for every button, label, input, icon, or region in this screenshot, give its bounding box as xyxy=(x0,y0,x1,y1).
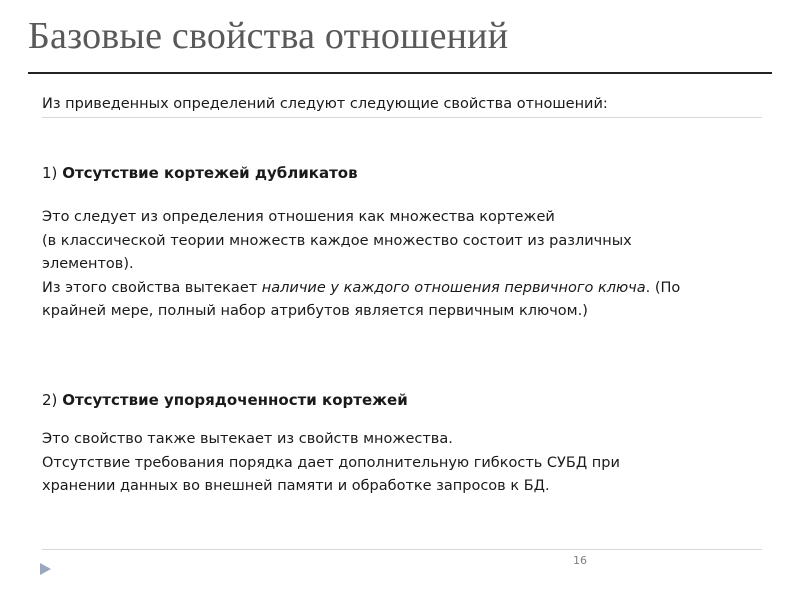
section-2-line: хранении данных во внешней памяти и обработке запросов к БД. xyxy=(42,478,550,494)
section-2-body xyxy=(42,428,760,499)
section-2-title: Отсутствие упорядоченности кортежей xyxy=(62,391,408,409)
intro-divider xyxy=(42,117,762,118)
section-1-number: 1) xyxy=(42,164,58,182)
page-number: 16 xyxy=(573,554,587,567)
section-2-heading xyxy=(42,390,408,410)
section-1-line xyxy=(42,277,760,301)
primary-key-emphasis: наличие у каждого отношения первичного ключа xyxy=(261,279,646,296)
primary-key-lead: Из этого свойства вытекает xyxy=(42,279,262,296)
section-1-line: элементов). xyxy=(42,256,134,272)
triangle-right-icon[interactable] xyxy=(38,562,52,576)
section-1-heading xyxy=(42,163,358,183)
section-1-line: (в классической теории множеств каждое множество состоит из различных xyxy=(42,232,632,249)
title-underline xyxy=(28,72,772,74)
section-2-line: Это свойство также вытекает из свойств множества. xyxy=(42,431,453,447)
triangle-right-shape xyxy=(40,563,51,575)
section-2-line: Отсутствие требования порядка дает дополнительную гибкость СУБД при xyxy=(42,454,620,471)
section-1-line: Это следует из определения отношения как множества кортежей xyxy=(42,209,555,225)
footer-divider xyxy=(42,549,762,550)
slide-title: Базовые свойства отношений xyxy=(28,15,509,57)
section-1-body xyxy=(42,206,760,324)
section-2-number: 2) xyxy=(42,391,58,409)
intro-text: Из приведенных определений следуют следующие свойства отношений: xyxy=(42,96,608,112)
section-1-title: Отсутствие кортежей дубликатов xyxy=(62,164,358,182)
primary-key-tail: . (По xyxy=(645,279,681,296)
section-1-line: крайней мере, полный набор атрибутов является первичным ключом.) xyxy=(42,303,588,319)
